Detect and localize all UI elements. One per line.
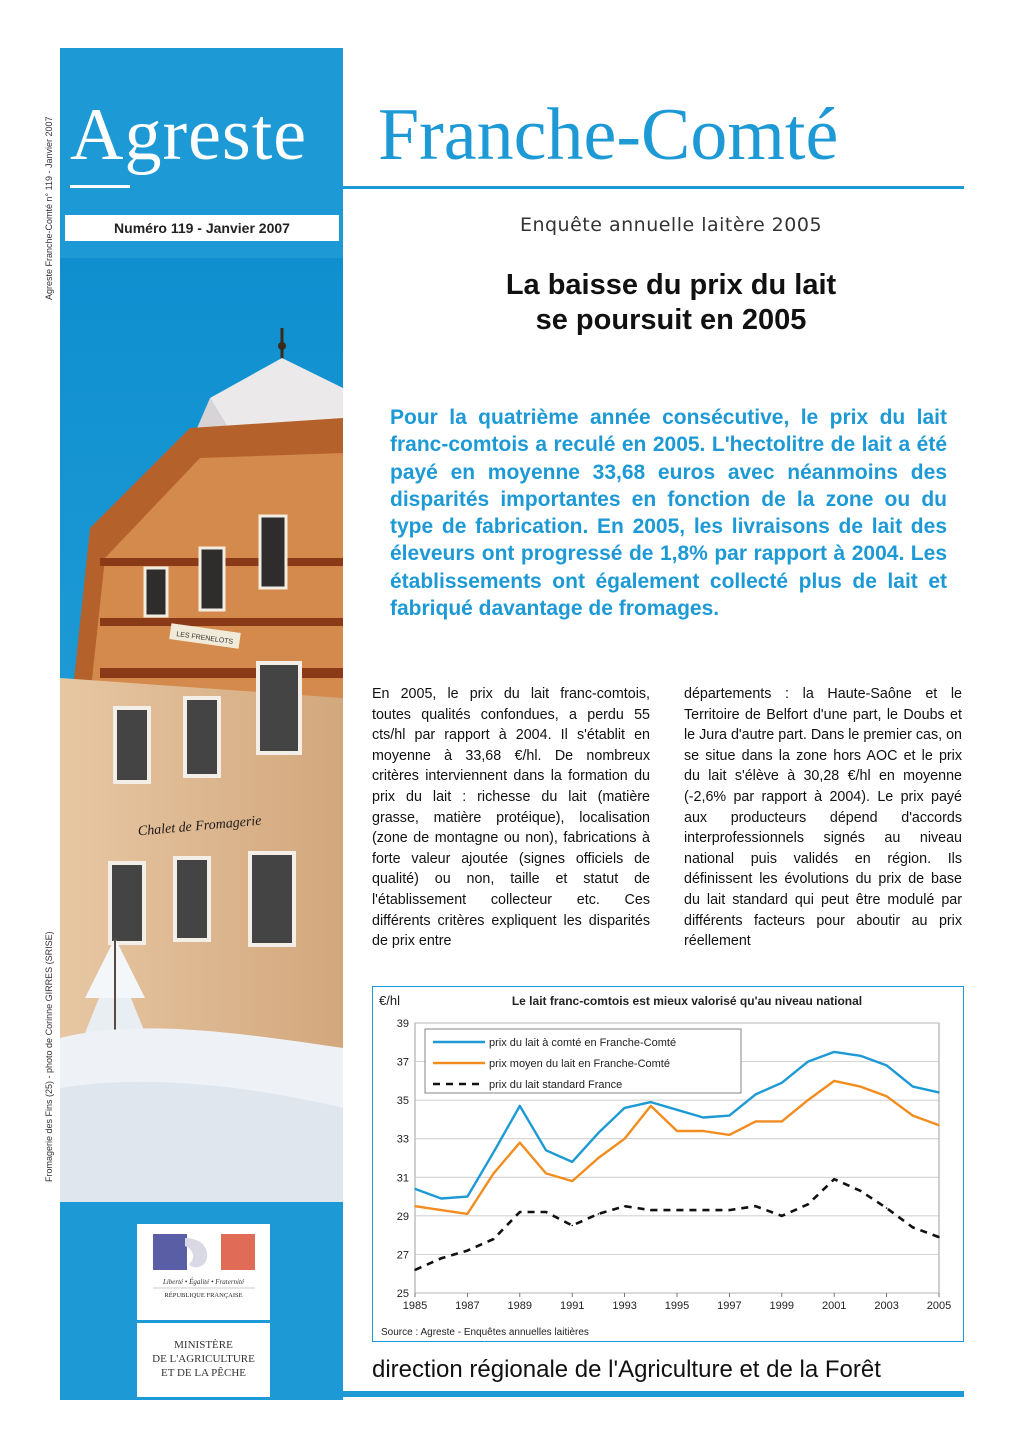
y-tick-label: 29	[396, 1210, 409, 1223]
data-point	[781, 1215, 783, 1217]
data-point	[571, 1225, 573, 1227]
y-tick-label: 25	[396, 1288, 409, 1300]
y-tick-label: 27	[396, 1249, 409, 1262]
x-tick-label: 1993	[612, 1300, 637, 1312]
data-point	[571, 1161, 573, 1163]
data-point	[598, 1157, 600, 1159]
republic-motto: Liberté • Égalité • Fraternité	[162, 1278, 245, 1286]
data-point	[886, 1207, 888, 1209]
data-point	[571, 1180, 573, 1182]
data-point	[833, 1080, 835, 1082]
data-point	[440, 1209, 442, 1211]
y-axis-label: €/hl	[379, 993, 400, 1008]
data-point	[755, 1121, 757, 1123]
legend-label: prix moyen du lait en Franche-Comté	[489, 1058, 670, 1070]
data-point	[938, 1236, 940, 1238]
body-column-2: départements : la Haute-Saône et le Territoire de Belfort d'une part, le Doubs et le Jura d'autre part. Dans le premier cas, on se situe dans la zone hors AOC et le prix du lait s'élève à 30,28 €/hl en moyenne (-2,6% par rapport à 2004). Le prix payé aux producteurs dépend d'accords interprofessionnels signés au niveau national puis validés en région. Ils définissent les évolutions du prix de base du lait standard qui peut être modulé par différents facteurs pour aboutir au prix réellement	[684, 686, 962, 950]
x-tick-label: 1999	[769, 1300, 795, 1312]
ministry-label	[137, 1323, 270, 1397]
ministry-line-2: DE L'AGRICULTURE	[152, 1353, 255, 1366]
chart-source: Source : Agreste - Enquêtes annuelles laitières	[381, 1327, 589, 1338]
data-point	[493, 1173, 495, 1175]
republic-label: RÉPUBLIQUE FRANÇAISE	[164, 1292, 243, 1299]
y-tick-label: 33	[396, 1133, 409, 1146]
data-point	[624, 1205, 626, 1207]
data-point	[519, 1211, 521, 1213]
ministry-line-1: MINISTÈRE	[174, 1339, 233, 1352]
data-point	[414, 1205, 416, 1207]
data-point	[912, 1086, 914, 1088]
price-chart	[372, 986, 964, 1342]
data-point	[676, 1109, 678, 1111]
x-tick-label: 1987	[455, 1300, 480, 1312]
footer-rule	[343, 1391, 964, 1397]
data-point	[467, 1213, 469, 1215]
data-point	[729, 1134, 731, 1136]
data-point	[807, 1061, 809, 1063]
data-point	[467, 1196, 469, 1198]
ministry-line-3: ET DE LA PÊCHE	[160, 1366, 247, 1379]
y-tick-label: 39	[396, 1018, 409, 1030]
headline	[378, 268, 964, 338]
data-point	[702, 1117, 704, 1119]
data-point	[755, 1094, 757, 1096]
x-tick-label: 1991	[559, 1300, 585, 1312]
data-point	[493, 1238, 495, 1240]
legend-label: prix du lait standard France	[489, 1079, 623, 1091]
data-point	[807, 1099, 809, 1101]
data-point	[833, 1178, 835, 1180]
cover-photo	[60, 258, 343, 1202]
data-point	[519, 1142, 521, 1144]
issue-side-note: Agreste Franche-Comté n° 119 - Janvier 2007	[44, 116, 54, 300]
data-point	[519, 1105, 521, 1107]
data-point	[440, 1258, 442, 1260]
data-point	[676, 1130, 678, 1132]
data-point	[545, 1173, 547, 1175]
data-point	[755, 1205, 757, 1207]
sign-main: Chalet de Fromagerie	[137, 813, 263, 840]
data-point	[650, 1105, 652, 1107]
data-point	[624, 1138, 626, 1140]
data-point	[729, 1115, 731, 1117]
data-point	[650, 1101, 652, 1103]
title-rule	[343, 186, 964, 189]
data-point	[493, 1151, 495, 1153]
data-point	[938, 1092, 940, 1094]
data-point	[467, 1250, 469, 1252]
brand-underline	[70, 185, 130, 188]
data-point	[912, 1115, 914, 1117]
republic-logo	[137, 1224, 270, 1320]
data-point	[938, 1124, 940, 1126]
data-point	[860, 1190, 862, 1192]
data-point	[860, 1055, 862, 1057]
sign-top: LES FRENELOTS	[175, 631, 234, 646]
data-point	[598, 1213, 600, 1215]
chart-svg	[373, 987, 965, 1343]
data-point	[860, 1086, 862, 1088]
headline-line-2: se poursuit en 2005	[535, 303, 807, 336]
x-tick-label: 2001	[821, 1300, 847, 1312]
data-point	[440, 1198, 442, 1200]
y-tick-label: 31	[396, 1172, 409, 1185]
data-point	[414, 1269, 416, 1271]
brand-title: Agreste	[70, 94, 308, 176]
data-point	[676, 1209, 678, 1211]
data-point	[545, 1211, 547, 1213]
data-point	[781, 1121, 783, 1123]
data-point	[807, 1204, 809, 1206]
headline-line-1: La baisse du prix du lait	[505, 269, 837, 301]
x-tick-label: 2003	[874, 1300, 899, 1312]
x-tick-label: 1985	[402, 1300, 428, 1312]
data-point	[886, 1096, 888, 1098]
photo-credit: Fromagerie des Fins (25) - photo de Corinne GIRRES (SRISE)	[44, 931, 54, 1182]
x-tick-label: 1997	[717, 1300, 742, 1312]
legend-label: prix du lait à comté en Franche-Comté	[489, 1037, 677, 1049]
data-point	[414, 1188, 416, 1190]
data-point	[598, 1132, 600, 1134]
footer-direction: direction régionale de l'Agriculture et de la Forêt	[372, 1356, 881, 1383]
data-point	[545, 1150, 547, 1152]
issue-label: Numéro 119 - Janvier 2007	[64, 214, 340, 242]
x-tick-label: 2005	[926, 1300, 952, 1312]
data-point	[781, 1082, 783, 1084]
data-point	[702, 1209, 704, 1211]
data-point	[729, 1209, 731, 1211]
data-point	[650, 1209, 652, 1211]
x-tick-label: 1995	[664, 1300, 690, 1312]
data-point	[912, 1227, 914, 1229]
y-tick-label: 37	[396, 1056, 409, 1069]
chart-title: Le lait franc-comtois est mieux valorisé qu'au niveau national	[511, 994, 863, 1008]
region-title: Franche-Comté	[378, 94, 839, 176]
x-tick-label: 1989	[507, 1300, 533, 1312]
lead-paragraph: Pour la quatrième année consécutive, le prix du lait franc-comtois a reculé en 2005. L'hectolitre de lait a été payé en moyenne 33,68 euros avec néanmoins des disparités importantes en fonction de la zone ou du type de fabrication. En 2005, les livraisons de lait des éleveurs ont progressé de 1,8% par rapport à 2004. Les établissements ont également collecté plus de lait et fabriqué davantage de fromages.	[390, 406, 947, 621]
body-column-1: En 2005, le prix du lait franc-comtois, toutes qualités confondues, a perdu 55 cts/hl par rapport à 2004. Il s'établit en moyenne à 33,68 €/hl. De nombreux critères interviennent dans la formation du prix du lait : richesse du lait (matière grasse, matière protéique), localisation (zone de montagne ou non), fabrications à forte valeur ajoutée (signes officiels de qualité) ou non, taille et statut de l'établissement collecteur etc. Ces différents critères expliquent les disparités de prix entre	[372, 686, 650, 950]
data-point	[702, 1130, 704, 1132]
data-point	[886, 1065, 888, 1067]
survey-subtitle: Enquête annuelle laitère 2005	[519, 214, 823, 236]
y-tick-label: 35	[396, 1095, 409, 1108]
data-point	[833, 1051, 835, 1053]
data-point	[624, 1107, 626, 1109]
